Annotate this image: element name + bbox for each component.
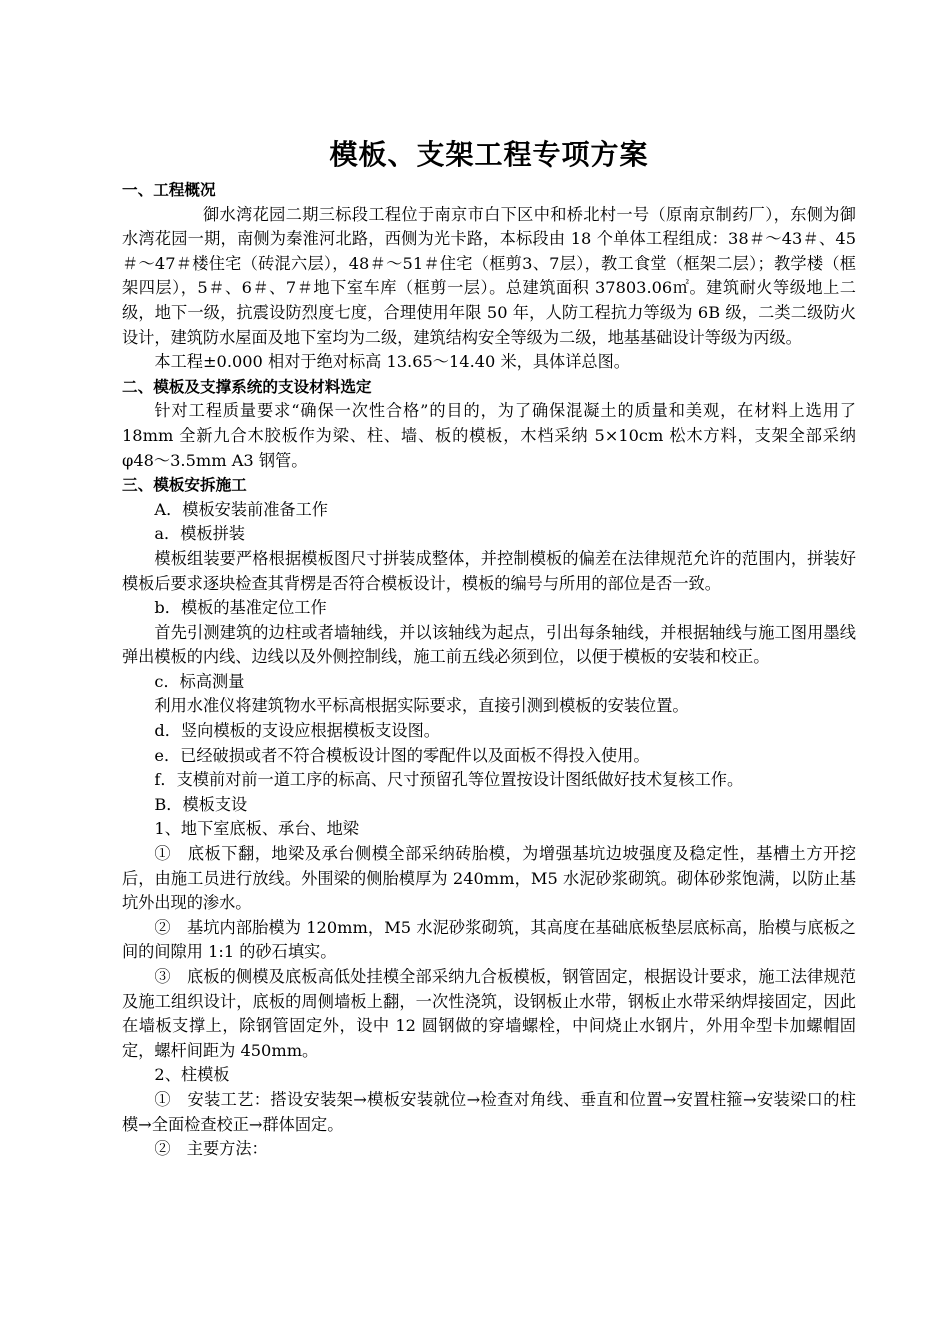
subheading: 2、柱模板	[154, 1065, 230, 1085]
subheading: a．模板拼装	[154, 524, 245, 544]
section-heading: 一、工程概况	[122, 181, 216, 199]
document-body	[122, 178, 856, 1162]
paragraph: 模板组装要严格根据模板图尺寸拼装成整体，并控制模板的偏差在法律规范允许的范围内，拼装好模板后要求逐块检查其背楞是否符合模板设计，模板的编号与所用的部位是否一致。	[122, 548, 856, 593]
subheading: b．模板的基准定位工作	[154, 598, 327, 618]
page-title: 模板、支架工程专项方案	[329, 138, 649, 171]
paragraph: 御水湾花园二期三标段工程位于南京市白下区中和桥北村一号（原南京制药厂），东侧为御水湾花园一期，南侧为秦淮河北路，西侧为光卡路，本标段由 18 个单体工程组成：38＃～43＃、45＃～47＃楼住宅（砖混六层），48＃～51＃住宅（框剪3、7层），教工食堂（框架二层）；教学楼（框架四层），5＃、6＃、7＃地下室车库（框剪一层）。总建筑面积 37803.06㎡。建筑耐火等级地上二级，地下一级，抗震设防烈度七度，合理使用年限 50 年，人防工程抗力等级为 6B 级，二类二级防火设计，建筑防水屋面及地下室均为二级，建筑结构安全等级为二级，地基基础设计等级为丙级。	[122, 204, 856, 347]
list-item: ② 主要方法：	[154, 1139, 268, 1159]
subheading: 1、地下室底板、承台、地梁	[154, 819, 359, 839]
list-item: f．支模前对前一道工序的标高、尺寸预留孔等位置按设计图纸做好技术复核工作。	[154, 770, 744, 790]
paragraph: 针对工程质量要求“确保一次性合格”的目的，为了确保混凝土的质量和美观，在材料上选用了 18mm 全新九合木胶板作为梁、柱、墙、板的模板，木档采纳 5×10cm 松木方料，支架全部采纳 φ48～3.5mm A3 钢管。	[122, 401, 856, 470]
list-item: ① 底板下翻，地梁及承台侧模全部采纳砖胎模，为增强基坑边坡强度及稳定性，基槽土方开挖后，由施工员进行放线。外围梁的侧胎模厚为 240mm，M5 水泥砂浆砌筑。砌体砂浆饱满，以防止基坑外出现的渗水。	[122, 844, 856, 913]
subheading: c．标高测量	[154, 671, 245, 691]
list-item: ② 基坑内部胎模为 120mm，M5 水泥砂浆砌筑，其高度在基础底板垫层底标高，胎模与底板之间的间隙用 1:1 的砂石填实。	[122, 917, 856, 962]
list-item: ③ 底板的侧模及底板高低处挂模全部采纳九合板模板，钢管固定，根据设计要求，施工法律规范及施工组织设计，底板的周侧墙板上翻，一次性浇筑，设钢板止水带，钢板止水带采纳焊接固定，因此在墙板支撑上，除钢管固定外，设中 12 圆钢做的穿墙螺栓，中间烧止水钢片，外用伞型卡加螺帽固定，螺杆间距为 450mm。	[122, 967, 856, 1060]
section-heading: 三、模板安拆施工	[122, 476, 247, 495]
list-item: d．竖向模板的支设应根据模板支设图。	[154, 721, 440, 741]
subheading: A．模板安装前准备工作	[154, 499, 328, 519]
paragraph: 利用水准仪将建筑物水平标高根据实际要求，直接引测到模板的安装位置。	[154, 696, 689, 716]
list-item: ① 安装工艺：搭设安装架→模板安装就位→检查对角线、垂直和位置→安置柱箍→安装梁口的柱模→全面检查校正→群体固定。	[122, 1089, 856, 1134]
paragraph: 首先引测建筑的边柱或者墙轴线，并以该轴线为起点，引出每条轴线，并根据轴线与施工图用墨线弹出模板的内线、边线以及外侧控制线，施工前五线必须到位，以便于模板的安装和校正。	[122, 622, 856, 667]
paragraph: 本工程±0.000 相对于绝对标高 13.65～14.40 米，具体详总图。	[154, 352, 630, 372]
list-item: e．已经破损或者不符合模板设计图的零配件以及面板不得投入使用。	[154, 745, 650, 765]
subheading: B．模板支设	[154, 794, 248, 814]
section-heading: 二、模板及支撑系统的支设材料选定	[122, 377, 372, 396]
